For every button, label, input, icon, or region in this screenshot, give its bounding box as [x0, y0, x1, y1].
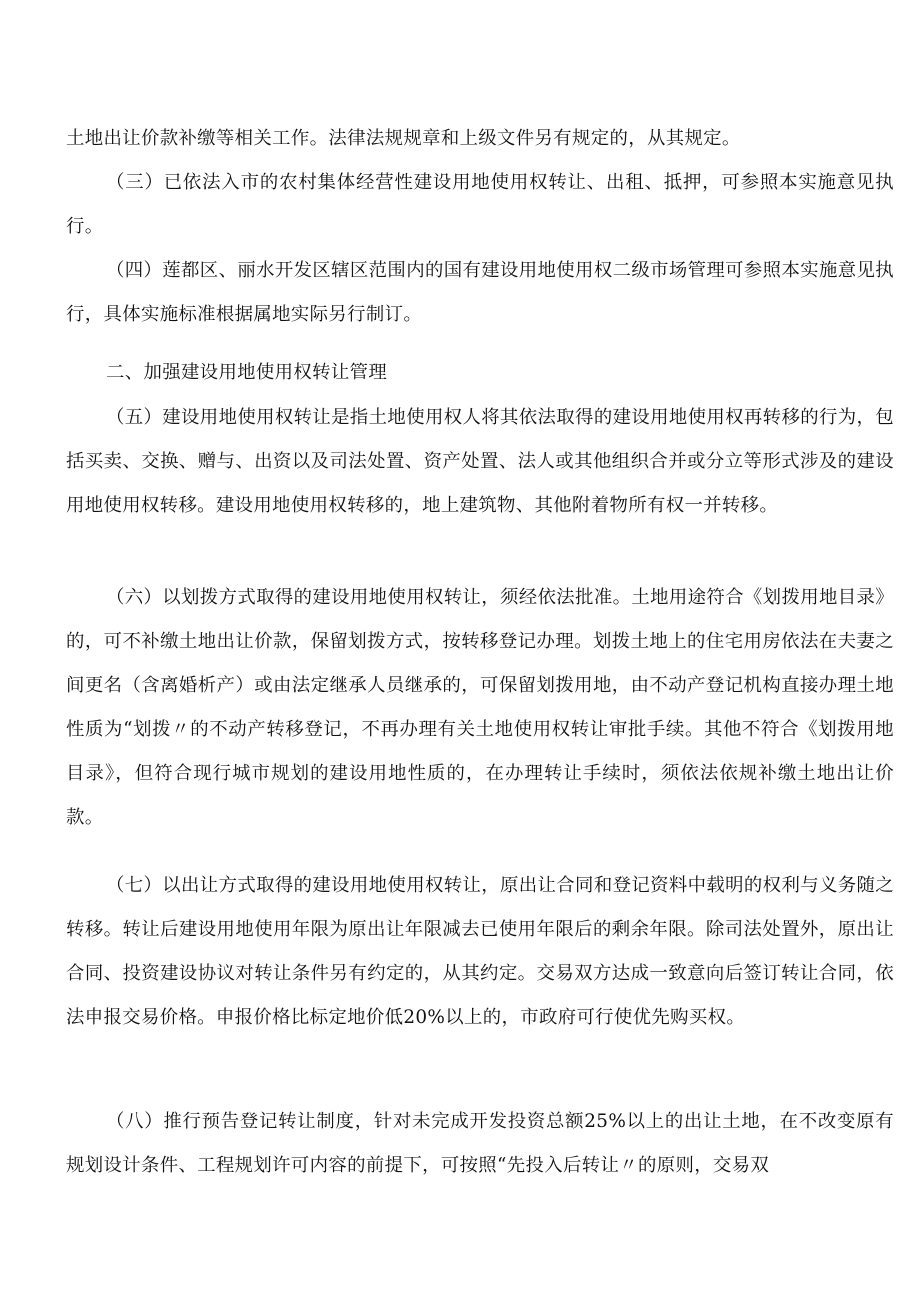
- paragraph-clause-5: （五）建设用地使用权转让是指土地使用权人将其依法取得的建设用地使用权再转移的行为，包括买卖、交换、赠与、出资以及司法处置、资产处置、法人或其他组织合并或分立等形式涉及的建设用地使用权转移。建设用地使用权转移的，地上建筑物、其他附着物所有权一并转移。: [66, 407, 894, 516]
- paragraph-clause-6: （六）以划拨方式取得的建设用地使用权转让，须经依法批准。土地用途符合《划拨用地目录》的，可不补缴土地出让价款，保留划拨方式，按转移登记办理。划拨土地上的住宅用房依法在夫妻之间更名（含离婚析产）或由法定继承人员继承的，可保留划拨用地，由不动产登记机构直接办理土地性质为“划拨〃的不动产转移登记，不再办理有关土地使用权转让审批手续。其他不符合《划拨用地目录》，但符合现行城市规划的建设用地性质的，在办理转让手续时，须依法依规补缴土地出让价款。: [66, 587, 894, 828]
- paragraph-clause-4: （四）莲都区、丽水开发区辖区范围内的国有建设用地使用权二级市场管理可参照本实施意见执行，具体实施标准根据属地实际另行制订。: [66, 260, 894, 325]
- paragraph-clause-7: （七）以出让方式取得的建设用地使用权转让，原出让合同和登记资料中载明的权利与义务随之转移。转让后建设用地使用年限为原出让年限减去已使用年限后的剩余年限。除司法处置外，原出让合同、投资建设协议对转让条件另有约定的，从其约定。交易双方达成一致意向后签订转让合同，依法申报交易价格。申报价格比标定地价低20%以上的，市政府可行使优先购买权。: [66, 875, 894, 1028]
- paragraph-continuation: 土地出让价款补缴等相关工作。法律法规规章和上级文件另有规定的，从其规定。: [66, 128, 741, 149]
- paragraph-clause-3: （三）已依法入市的农村集体经营性建设用地使用权转让、出租、抵押，可参照本实施意见执行。: [66, 172, 894, 237]
- section-heading-2: 二、加强建设用地使用权转让管理: [106, 362, 388, 383]
- paragraph-clause-8: （八）推行预告登记转让制度，针对未完成开发投资总额25%以上的出让土地，在不改变原有规划设计条件、工程规划许可内容的前提下，可按照“先投入后转让〃的原则，交易双: [66, 1111, 894, 1176]
